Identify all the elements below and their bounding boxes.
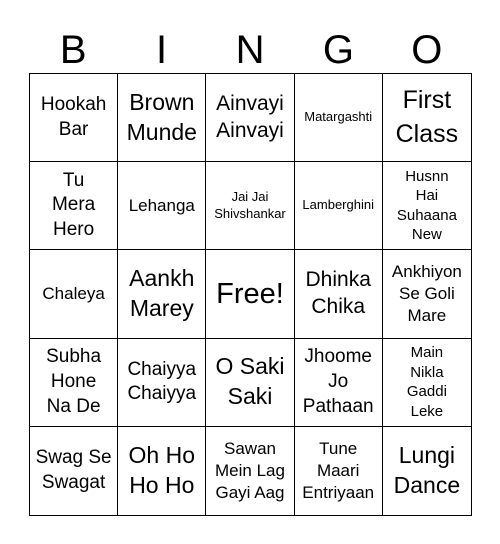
bingo-cell-label: Swag Se Swagat bbox=[35, 447, 112, 493]
bingo-cell-r1c1[interactable] bbox=[30, 74, 118, 162]
free-space-label: Free! bbox=[216, 277, 284, 310]
bingo-cell-label: Tu Mera Hero bbox=[51, 169, 96, 241]
bingo-cell-label: Sawan Mein Lag Gayi Aag bbox=[215, 438, 285, 502]
bingo-cell-label: Subha Hone Na De bbox=[46, 346, 102, 417]
bingo-header bbox=[29, 22, 471, 74]
bingo-cell-label: Aankh Marey bbox=[129, 265, 195, 321]
bingo-cell-label: Hookah Bar bbox=[40, 93, 107, 140]
header-letter-o: O bbox=[411, 28, 443, 72]
bingo-cell-r4c3[interactable] bbox=[206, 339, 294, 427]
bingo-cell-label: Tune Maari Entriyaan bbox=[302, 438, 375, 502]
bingo-cell-label: Ainvayi Ainvayi bbox=[216, 91, 284, 142]
bingo-cell-label: Husnn Hai Suhaana New bbox=[396, 167, 457, 244]
header-letter-g: G bbox=[322, 28, 354, 72]
bingo-cell-r2c2[interactable] bbox=[118, 162, 206, 250]
bingo-cell-r2c3[interactable] bbox=[206, 162, 294, 250]
bingo-cell-r1c3[interactable] bbox=[206, 74, 294, 162]
bingo-cell-label: Jhoome Jo Pathaan bbox=[302, 346, 374, 417]
bingo-cell-r5c3[interactable] bbox=[206, 427, 294, 515]
bingo-cell-r2c5[interactable] bbox=[383, 162, 471, 250]
bingo-cell-r1c2[interactable] bbox=[118, 74, 206, 162]
bingo-cell-label: Lungi Dance bbox=[393, 442, 461, 498]
bingo-cell-r2c4[interactable] bbox=[295, 162, 383, 250]
bingo-cell-label: Lehanga bbox=[128, 195, 195, 215]
bingo-cell-r5c4[interactable] bbox=[295, 427, 383, 515]
bingo-cell-free[interactable] bbox=[206, 250, 294, 338]
bingo-cell-label: Jai Jai Shivshankar bbox=[214, 188, 286, 221]
bingo-card-grid bbox=[29, 73, 472, 516]
bingo-cell-label: First Class bbox=[395, 85, 459, 148]
bingo-cell-r3c4[interactable] bbox=[295, 250, 383, 338]
bingo-cell-label: Chaiyya Chaiyya bbox=[127, 358, 197, 405]
bingo-cell-r4c5[interactable] bbox=[383, 339, 471, 427]
header-letter-i: I bbox=[156, 28, 168, 72]
header-letter-b: B bbox=[59, 28, 87, 72]
bingo-cell-r5c1[interactable] bbox=[30, 427, 118, 515]
bingo-cell-r4c1[interactable] bbox=[30, 339, 118, 427]
bingo-cell-r4c4[interactable] bbox=[295, 339, 383, 427]
bingo-cell-r5c2[interactable] bbox=[118, 427, 206, 515]
bingo-cell-r3c1[interactable] bbox=[30, 250, 118, 338]
bingo-cell-r1c5[interactable] bbox=[383, 74, 471, 162]
bingo-cell-label: Brown Munde bbox=[126, 88, 197, 145]
bingo-cell-label: Lamberghini bbox=[302, 197, 374, 213]
bingo-cell-label: Oh Ho Ho Ho bbox=[128, 442, 196, 498]
bingo-cell-r1c4[interactable] bbox=[295, 74, 383, 162]
bingo-cell-r5c5[interactable] bbox=[383, 427, 471, 515]
bingo-cell-label: Chaleya bbox=[42, 283, 105, 303]
bingo-cell-label: Matargashti bbox=[304, 109, 373, 125]
bingo-cell-r4c2[interactable] bbox=[118, 339, 206, 427]
bingo-cell-r2c1[interactable] bbox=[30, 162, 118, 250]
bingo-cell-label: Dhinka Chika bbox=[305, 268, 371, 318]
bingo-cell-r3c5[interactable] bbox=[383, 250, 471, 338]
header-letter-n: N bbox=[235, 28, 265, 72]
bingo-cell-label: O Saki Saki bbox=[215, 353, 285, 410]
bingo-cell-label: Main Nikla Gaddi Leke bbox=[406, 344, 447, 420]
bingo-cell-label: Ankhiyon Se Goli Mare bbox=[391, 261, 462, 326]
bingo-cell-r3c2[interactable] bbox=[118, 250, 206, 338]
